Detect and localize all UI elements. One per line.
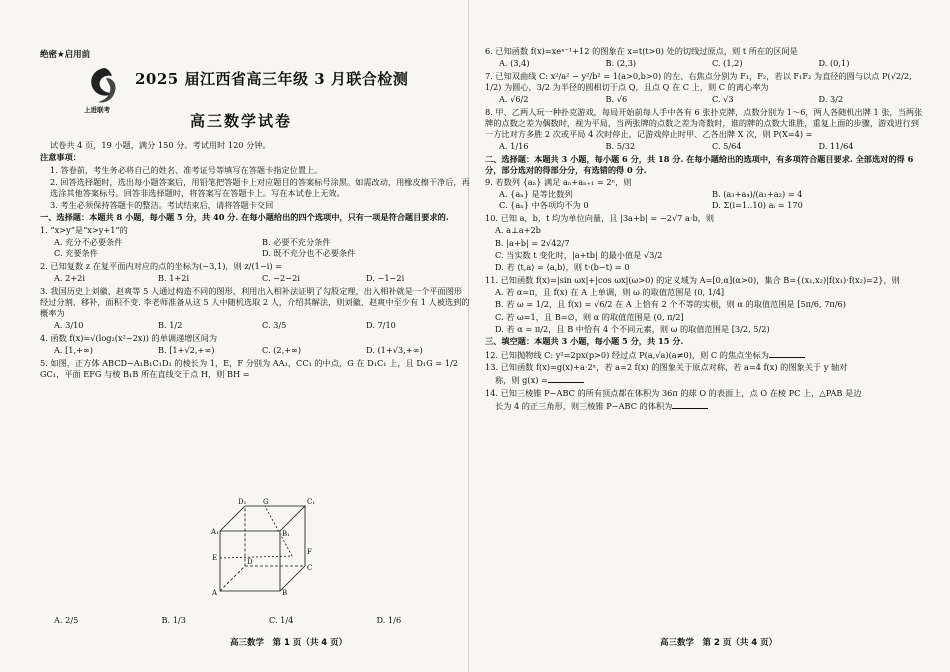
option: D. (0,1) [818, 58, 850, 69]
question-4: 4. 函数 f(x)=√(log₂(x²−2x)) 的单调递增区间为 [40, 332, 218, 343]
question-13: 13. 已知函数 f(x)=g(x)+a·2ˣ，若 a=2 f(x) 的图象关于原点对称，若 a=4 f(x) 的图象关于 y 轴对 [485, 362, 848, 373]
question-5: 5. 如图，正方体 ABCD−A₁B₁C₁D₁ 的棱长为 1，E，F 分别为 AA₁，CC₁ 的中点，G 在 D₁C₁ 上，且 D₁G = 1/2 GC₁，平面 EFG 与棱 B₁B 所在直线交于点 H，则 BH = [40, 357, 458, 379]
question-14-cont [485, 400, 925, 412]
cube-figure [210, 496, 320, 596]
figure-label: B₁ [282, 530, 290, 538]
option: D. Σ(i=1..10) aᵢ = 170 [712, 200, 803, 211]
option: B. 若 ω = 1/2，且 f(x) = √6/2 在 A 上恰有 2 个不等的实根，则 α 的取值范围是 [5π/6, 7π/6) [495, 299, 846, 310]
exam-info: 试卷共 4 页，19 小题，满分 150 分。考试用时 120 分钟。 [50, 140, 271, 150]
page-1-body [40, 140, 470, 381]
question-8: 8. 甲、乙两人玩一种扑克游戏，每局开始前每人手中各有 6 张扑克牌，点数分别为 1～6，两人各随机出牌 1 张，当两张牌的点数之差为偶数时，视为平局，当两张牌的点数之差为奇数时，谁的牌的点数大谁胜，重复上面的步骤，游戏进行到一方比对方多胜 2 次或平局 4 次时停止，记游戏停止时甲、乙各出牌 X 次，则 P(X=4) = [485, 107, 923, 139]
question-5-options [40, 615, 484, 626]
figure-label: B [282, 589, 288, 596]
answer-blank [672, 400, 708, 409]
option: B. |a+b| = 2√42/7 [495, 237, 570, 248]
option: B. 1+2i [158, 273, 190, 284]
option: D. (1+√3,+∞) [366, 345, 423, 356]
option: A. 充分不必要条件 [54, 237, 123, 248]
option: C. √3 [712, 94, 734, 105]
option: B. √6 [605, 94, 628, 105]
page-1-footer: 高三数学 第 1 页（共 4 页） [230, 638, 348, 648]
option: B. 必要不充分条件 [262, 237, 331, 248]
logo-icon [84, 64, 124, 108]
option: A. (3,4) [499, 58, 530, 69]
question-6-options [485, 58, 925, 69]
option: A. {aₙ} 是等比数列 [499, 189, 573, 200]
figure-label: D₁ [238, 498, 247, 506]
option: C. 1/4 [269, 615, 294, 625]
figure-label: C₁ [307, 498, 316, 506]
question-14-text: 长为 4 的正三角形，则三棱锥 P−ABC 的体积为 [495, 401, 673, 412]
option: D. 1/6 [376, 615, 402, 625]
figure-label: D [247, 558, 253, 566]
option: A. [1,+∞) [54, 345, 93, 356]
question-3-options [40, 320, 470, 331]
option: C. 若 ω=1，且 B=∅，则 α 的取值范围是 (0, π/2] [495, 311, 684, 322]
option: C. −2−2i [262, 273, 300, 284]
option: D. 3/2 [818, 94, 844, 105]
option: C. 充要条件 [54, 247, 98, 258]
question-7: 7. 已知双曲线 C: x²/a² − y²/b² = 1(a>0,b>0) 的左、右焦点分别为 F₁，F₂，若以 F₁F₂ 为直径的圆与以点 P(√2/2, 1/2) 为圆心，3/2 为半径的圆相切于点 Q，且点 Q 在 C 上，则 C 的离心率为 [485, 71, 912, 92]
section-1-heading: 一、选择题：本题共 8 小题，每小题 5 分，共 40 分. 在每小题给出的四个选项中，只有一项是符合题目要求的. [40, 212, 449, 223]
question-7-options [485, 94, 925, 105]
option: D. 11/64 [818, 141, 854, 152]
figure-label: C [307, 564, 313, 572]
page-2-footer: 高三数学 第 2 页（共 4 页） [660, 638, 778, 648]
option: C. (2,+∞) [262, 345, 302, 356]
notice-item: 3. 考生必须保持答题卡的整洁。考试结束后，请将答题卡交回 [50, 200, 274, 211]
page-1 [40, 40, 470, 655]
option: B. [1+√2,+∞) [158, 345, 215, 356]
question-9-options [485, 189, 925, 211]
notice-item: 2. 回答选择题时，选出每小题答案后，用铅笔把答题卡上对应题目的答案标号涂黑。如需改动，用橡皮擦干净后，再选涂其他答案标号。回答非选择题时，将答案写在答题卡上。写在本试卷上无效。 [50, 176, 470, 198]
option: B. 1/2 [158, 319, 183, 330]
figure-label: G [263, 498, 269, 506]
question-13-text: 称，则 g(x) = [495, 375, 548, 386]
logo-caption: 上进联考 [84, 106, 110, 114]
option: D. 7/10 [366, 319, 396, 330]
section-2-heading: 二、选择题：本题共 3 小题，每小题 6 分，共 18 分. 在每小题给出的选项中，有多项符合题目要求. 全部选对的得 6 分，部分选对的得部分分，有选错的得 0 分. [485, 153, 914, 175]
option: D. 既不充分也不必要条件 [262, 247, 356, 258]
answer-blank [769, 349, 805, 358]
option: B. (a₃+a₄)/(a₁+a₂) = 4 [712, 189, 803, 200]
question-2-options [40, 273, 470, 284]
question-1-options [40, 237, 470, 259]
question-11: 11. 已知函数 f(x)=|sin ωx|+|cos ωx|(ω>0) 的定义域为 A=[0,α](α>0)，集合 B={(x₁,x₂)|f(x₁)·f(x₂)=2}，则 [485, 274, 900, 285]
question-12-text: 12. 已知抛物线 C: y²=2px(p>0) 经过点 P(a,√a)(a≠0)，则 C 的焦点坐标为 [485, 349, 769, 360]
option: D. 若 α = π/2，且 B 中恰有 4 个不同元素，则 ω 的取值范围是 [3/2, 5/2) [495, 324, 770, 335]
option: C. 当实数 t 变化时，|a+tb| 的最小值是 √3/2 [495, 250, 663, 261]
section-3-heading: 三、填空题：本题共 3 小题，每小题 5 分，共 15 分. [485, 336, 684, 347]
option: B. 5/32 [605, 141, 636, 152]
question-3: 3. 我国历史上刘徽、赵爽等 5 人通过构造不同的图形，利用出入相补法证明了勾股定理，出入相补就是一个平面图形经过分割、移补，面积不变. 李老师准备从这 5 人中随机选取 2 人，介绍其解法，则刘徽、赵爽中至少有 1 人被选到的概率为 [40, 285, 470, 318]
option: D. −1−2i [366, 273, 405, 284]
option: B. 1/3 [161, 615, 186, 625]
exam-title: 2025 届江西省高三年级 3 月联合检测 [135, 70, 409, 88]
option: C. {aₙ} 中各项均不为 0 [499, 200, 589, 211]
question-2: 2. 已知复数 z 在复平面内对应的点的坐标为(−3,1)，则 z/(1−i) = [40, 260, 282, 271]
question-1: 1. “x>y”是“x>y+1”的 [40, 224, 128, 235]
question-4-options [40, 345, 470, 356]
answer-blank [548, 374, 584, 383]
figure-label: F [307, 548, 312, 556]
option: C. (1,2) [712, 58, 743, 69]
question-10: 10. 已知 a，b，t 均为单位向量，且 |3a+b| = −2√7 a·b，则 [485, 213, 715, 224]
option: C. 3/5 [262, 319, 287, 330]
notice-heading: 注意事项： [40, 152, 81, 163]
option: A. a⊥a+2b [495, 225, 541, 236]
option: A. √6/2 [499, 94, 529, 105]
question-9: 9. 若数列 {aₙ} 满足 aₙ+aₙ₊₁ = 2ⁿ，则 [485, 177, 632, 188]
figure-label: A₁ [211, 528, 219, 536]
confidential-label: 绝密★启用前 [40, 50, 91, 60]
question-6: 6. 已知函数 f(x)=xeˣ⁻¹+12 的图象在 x=t(t>0) 处的切线过原点，则 t 所在的区间是 [485, 46, 798, 56]
page-2-body [485, 46, 925, 413]
option: D. 若 ⟨t,a⟩ = ⟨a,b⟩，则 t·(b−t) = 0 [495, 262, 630, 273]
option: A. 2+2i [54, 273, 86, 284]
figure-label: E [212, 554, 218, 562]
option: A. 3/10 [54, 319, 84, 330]
page-2 [485, 40, 923, 655]
option: A. 1/16 [499, 141, 529, 152]
option: C. 5/64 [712, 141, 742, 152]
option: B. (2,3) [605, 58, 637, 69]
question-13-cont [485, 374, 925, 386]
figure-label: A [212, 589, 218, 596]
question-8-options [485, 141, 925, 152]
option: A. 2/5 [54, 615, 79, 625]
exam-subtitle: 高三数学试卷 [190, 112, 293, 130]
question-14: 14. 已知三棱锥 P−ABC 的所有顶点都在体积为 36π 的球 O 的表面上，点 O 在棱 PC 上，△PAB 是边 [485, 387, 862, 398]
option: A. 若 α=π，且 f(x) 在 A 上单调，则 ω 的取值范围是 (0, 1/4] [495, 287, 725, 298]
notice-item: 1. 答卷前，考生务必将自己的姓名、准考证号等填写在答题卡指定位置上。 [50, 164, 323, 175]
question-12 [485, 349, 925, 361]
